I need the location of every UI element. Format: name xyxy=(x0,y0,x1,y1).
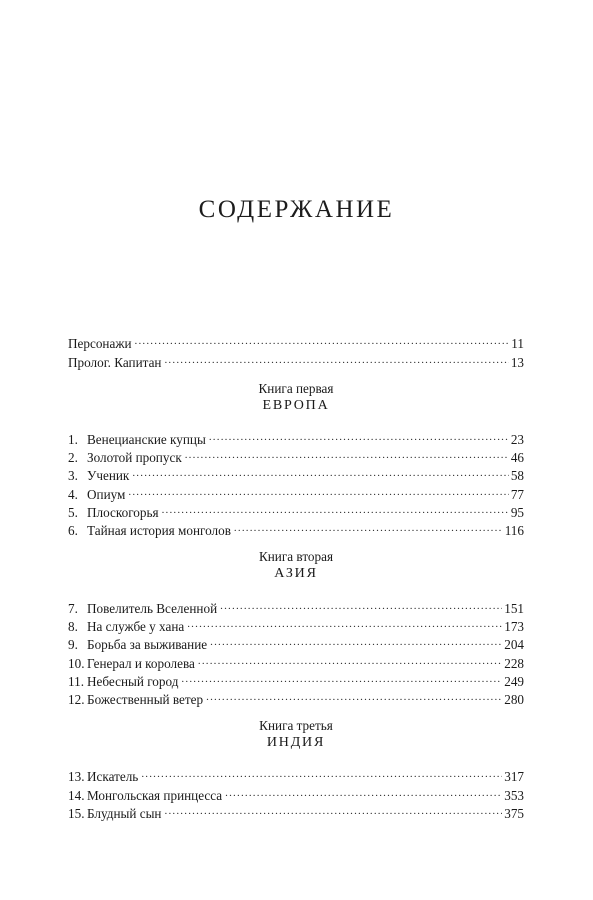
dot-leader xyxy=(210,631,502,649)
chapter-number: 1. xyxy=(68,431,78,447)
toc-entry-title: Блудный сын xyxy=(87,806,162,822)
chapter-number: 9. xyxy=(68,637,78,653)
table-of-contents xyxy=(68,330,524,822)
toc-entry-title: Золотой пропуск xyxy=(87,450,182,466)
dot-leader xyxy=(132,462,508,480)
page-title: СОДЕРЖАНИЕ xyxy=(198,196,395,223)
toc-entry-page: 249 xyxy=(504,673,524,689)
book-heading xyxy=(68,548,524,583)
toc-entry-page: 151 xyxy=(504,600,524,616)
toc-entry-page: 46 xyxy=(510,450,524,466)
book-name: ЕВРОПА xyxy=(262,397,330,413)
toc-entry-characters xyxy=(68,330,524,352)
book-name: ИНДИЯ xyxy=(266,735,326,751)
chapter-number: 6. xyxy=(68,523,78,539)
dot-leader xyxy=(135,330,510,348)
toc-entry-title: Повелитель Вселенной xyxy=(87,600,218,616)
chapter-number: 8. xyxy=(68,618,78,634)
toc-entry-page: 204 xyxy=(504,637,524,653)
toc-entry-page: 116 xyxy=(504,523,524,539)
book-name: АЗИЯ xyxy=(274,566,318,582)
toc-entry-page: 375 xyxy=(504,806,524,822)
chapter-number: 14. xyxy=(68,787,85,803)
toc-entry-page: 23 xyxy=(510,431,524,447)
chapter-number: 12. xyxy=(68,692,85,708)
toc-entry-prologue xyxy=(68,348,524,370)
dot-leader xyxy=(209,426,509,444)
chapter-number: 15. xyxy=(68,806,85,822)
toc-entry-title: Генерал и королева xyxy=(87,655,195,671)
chapter-number: 7. xyxy=(68,600,78,616)
toc-entry xyxy=(68,480,524,502)
toc-entry-title: Борьба за выживание xyxy=(87,637,208,653)
toc-entry-title: Венецианские купцы xyxy=(87,431,206,447)
chapter-number: 4. xyxy=(68,486,78,502)
dot-leader xyxy=(128,480,508,498)
toc-entry xyxy=(68,763,524,785)
dot-leader xyxy=(198,649,502,667)
toc-entry-title: Монгольская принцесса xyxy=(87,787,223,803)
book-heading xyxy=(68,717,524,752)
toc-entry-page: 317 xyxy=(504,769,524,785)
dot-leader xyxy=(225,781,502,799)
book-label: Книга третья xyxy=(259,718,333,734)
toc-entry-title: Божественный ветер xyxy=(87,692,204,708)
book-label: Книга первая xyxy=(258,380,334,396)
toc-entry-page: 13 xyxy=(510,354,524,370)
dot-leader xyxy=(220,594,502,612)
chapter-number: 3. xyxy=(68,468,78,484)
dot-leader xyxy=(162,499,509,517)
toc-entry-title: На службе у хана xyxy=(87,618,185,634)
toc-entry-page: 228 xyxy=(504,655,524,671)
dot-leader xyxy=(206,686,502,704)
toc-entry xyxy=(68,594,524,616)
dot-leader xyxy=(181,668,502,686)
toc-entry-page: 280 xyxy=(504,692,524,708)
dot-leader xyxy=(141,763,502,781)
toc-entry-page: 11 xyxy=(511,336,524,352)
chapter-number: 10. xyxy=(68,655,85,671)
toc-entry-title: Тайная история монголов xyxy=(87,523,231,539)
toc-entry xyxy=(68,462,524,484)
book-label: Книга вторая xyxy=(258,549,334,565)
dot-leader xyxy=(185,444,509,462)
toc-entry-page: 58 xyxy=(510,468,524,484)
toc-entry xyxy=(68,499,524,521)
toc-entry-title: Персонажи xyxy=(68,336,132,352)
toc-entry-page: 95 xyxy=(510,505,524,521)
toc-entry-title: Искатель xyxy=(87,769,139,785)
dot-leader xyxy=(234,517,503,535)
dot-leader xyxy=(164,348,508,366)
toc-entry xyxy=(68,426,524,447)
toc-entry-title: Пролог. Капитан xyxy=(68,354,162,370)
chapter-number: 5. xyxy=(68,505,78,521)
toc-entry-title: Плоскогорья xyxy=(87,505,159,521)
toc-entry-title: Опиум xyxy=(87,486,126,502)
chapter-number: 2. xyxy=(68,450,78,466)
book-heading xyxy=(68,380,524,415)
chapter-number: 11. xyxy=(68,673,84,689)
toc-entry-title: Ученик xyxy=(87,468,130,484)
toc-entry-page: 173 xyxy=(504,618,524,634)
dot-leader xyxy=(165,800,503,818)
chapter-number: 13. xyxy=(68,769,85,785)
toc-entry-page: 77 xyxy=(510,486,524,502)
toc-entry-page: 353 xyxy=(504,787,524,803)
toc-entry-title: Небесный город xyxy=(87,673,179,689)
dot-leader xyxy=(187,613,502,631)
